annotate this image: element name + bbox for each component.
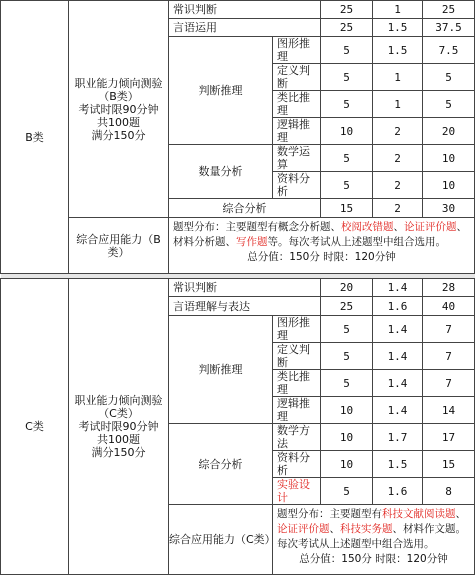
count-cell: 10	[321, 118, 373, 145]
sub-module-cell: 定义判断	[273, 64, 321, 91]
total-cell: 7	[423, 316, 475, 343]
weight-cell: 1.6	[373, 297, 423, 316]
module-cell: 常识判断	[169, 279, 321, 297]
module-cell: 言语运用	[169, 19, 321, 37]
sub-module-cell: 定义判断	[273, 343, 321, 370]
sub-module-cell: 实验设计	[273, 478, 321, 505]
weight-cell: 1.4	[373, 316, 423, 343]
total-cell: 10	[423, 172, 475, 199]
weight-cell: 1.4	[373, 370, 423, 397]
weight-cell: 2	[373, 199, 423, 218]
total-cell: 10	[423, 145, 475, 172]
weight-cell: 1	[373, 1, 423, 19]
total-cell: 7.5	[423, 37, 475, 64]
vocational-test-c: 职业能力倾向测验 （C类） 考试时限90分钟 共100题 满分150分	[69, 279, 169, 575]
count-cell: 5	[321, 37, 373, 64]
module-cell: 判断推理	[169, 316, 273, 424]
count-cell: 5	[321, 370, 373, 397]
sub-module-cell: 数学方法	[273, 424, 321, 451]
weight-cell: 1	[373, 64, 423, 91]
count-cell: 5	[321, 316, 373, 343]
total-cell: 20	[423, 118, 475, 145]
module-cell: 判断推理	[169, 37, 273, 145]
sub-module-cell: 图形推理	[273, 316, 321, 343]
total-cell: 5	[423, 64, 475, 91]
weight-cell: 2	[373, 172, 423, 199]
sub-module-cell: 数学运算	[273, 145, 321, 172]
count-cell: 5	[321, 172, 373, 199]
table-row	[1, 218, 475, 274]
total-cell: 7	[423, 343, 475, 370]
weight-cell: 2	[373, 118, 423, 145]
application-label-c: 综合应用能力（C类）	[169, 505, 273, 575]
count-cell: 10	[321, 451, 373, 478]
count-cell: 10	[321, 397, 373, 424]
count-cell: 5	[321, 343, 373, 370]
count-cell: 25	[321, 1, 373, 19]
module-cell: 言语理解与表达	[169, 297, 321, 316]
total-cell: 8	[423, 478, 475, 505]
weight-cell: 1.5	[373, 19, 423, 37]
total-cell: 28	[423, 279, 475, 297]
count-cell: 10	[321, 424, 373, 451]
total-cell: 37.5	[423, 19, 475, 37]
weight-cell: 1.6	[373, 478, 423, 505]
sub-module-cell: 图形推理	[273, 37, 321, 64]
total-cell: 40	[423, 297, 475, 316]
total-cell: 17	[423, 424, 475, 451]
count-cell: 5	[321, 91, 373, 118]
sub-module-cell: 类比推理	[273, 91, 321, 118]
category-cell-b: B类	[1, 1, 69, 274]
count-cell: 5	[321, 64, 373, 91]
weight-cell: 1.5	[373, 451, 423, 478]
vocational-test-b: 职业能力倾向测验 （B类） 考试时限90分钟 共100题 满分150分	[69, 1, 169, 218]
application-desc-b: 题型分布：主要题型有概念分析题、校阅改错题、论证评价题、材料分析题、写作题等。每次考试从上述题型中组合选用。 总分值：150分 时限：120分钟	[169, 218, 475, 274]
table-row	[1, 279, 475, 297]
count-cell: 20	[321, 279, 373, 297]
application-desc-c: 题型分布：主要题型有科技文献阅读题、论证评价题、科技实务题、材料作文题。每次考试从上述题型中组合选用。 总分值：150分 时限：120分钟	[273, 505, 475, 575]
count-cell: 15	[321, 199, 373, 218]
total-cell: 30	[423, 199, 475, 218]
count-cell: 5	[321, 478, 373, 505]
application-label-b: 综合应用能力（B类）	[69, 218, 169, 274]
table-row	[1, 1, 475, 19]
total-cell: 15	[423, 451, 475, 478]
sub-module-cell: 资料分析	[273, 172, 321, 199]
module-cell: 综合分析	[169, 199, 321, 218]
count-cell: 25	[321, 19, 373, 37]
module-cell: 数量分析	[169, 145, 273, 199]
total-cell: 5	[423, 91, 475, 118]
sub-module-cell: 类比推理	[273, 370, 321, 397]
weight-cell: 1.4	[373, 397, 423, 424]
total-cell: 7	[423, 370, 475, 397]
count-cell: 25	[321, 297, 373, 316]
module-cell: 综合分析	[169, 424, 273, 505]
module-cell: 常识判断	[169, 1, 321, 19]
weight-cell: 1.4	[373, 343, 423, 370]
weight-cell: 1.7	[373, 424, 423, 451]
sub-module-cell: 资料分析	[273, 451, 321, 478]
weight-cell: 1.5	[373, 37, 423, 64]
total-cell: 25	[423, 1, 475, 19]
count-cell: 5	[321, 145, 373, 172]
weight-cell: 1.4	[373, 279, 423, 297]
weight-cell: 1	[373, 91, 423, 118]
sub-module-cell: 逻辑推理	[273, 118, 321, 145]
sub-module-cell: 逻辑推理	[273, 397, 321, 424]
total-cell: 14	[423, 397, 475, 424]
weight-cell: 2	[373, 145, 423, 172]
category-cell-c: C类	[1, 279, 69, 575]
